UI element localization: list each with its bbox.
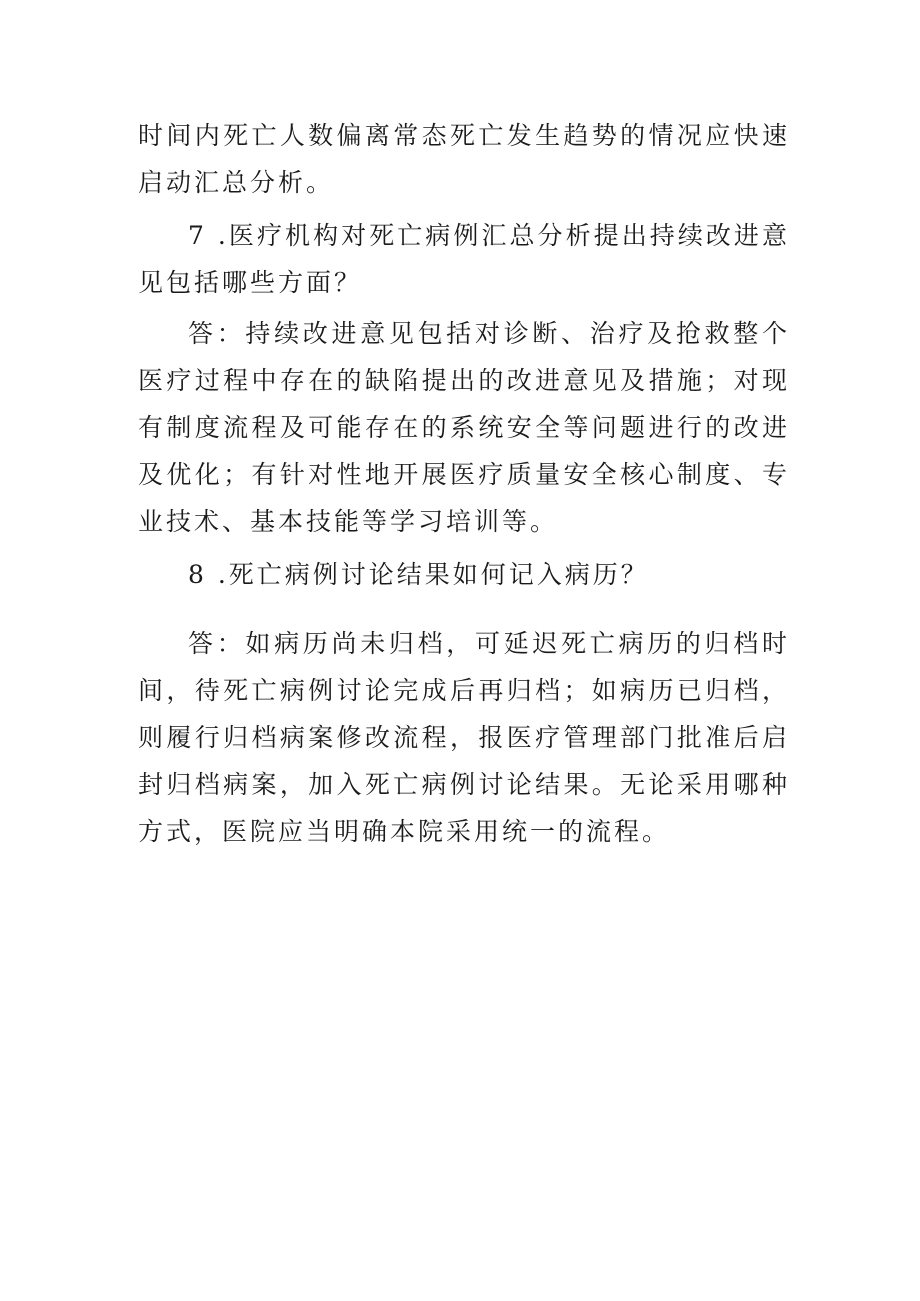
question-8: 8 .死亡病例讨论结果如何记入病历？ (188, 560, 649, 589)
document-body (138, 112, 790, 855)
answer-8: 答：如病历尚未归档，可延迟死亡病历的归档时间，待死亡病例讨论完成后再归档；如病历已归档，则履行归档病案修改流程，报医疗管理部门批准后启封归档病案，加入死亡病例讨论结果。无论采用哪种方式，医院应当明确本院采用统一的流程。 (138, 629, 790, 846)
paragraph-continuation: 时间内死亡人数偏离常态死亡发生趋势的情况应快速启动汇总分析。 (138, 121, 790, 197)
question-7: 7 .医疗机构对死亡病例汇总分析提出持续改进意见包括哪些方面？ (138, 221, 790, 297)
answer-7: 答：持续改进意见包括对诊断、治疗及抢救整个医疗过程中存在的缺陷提出的改进意见及措施；对现有制度流程及可能存在的系统安全等问题进行的改进及优化；有针对性地开展医疗质量安全核心制度、专业技术、基本技能等学习培训等。 (138, 319, 790, 536)
